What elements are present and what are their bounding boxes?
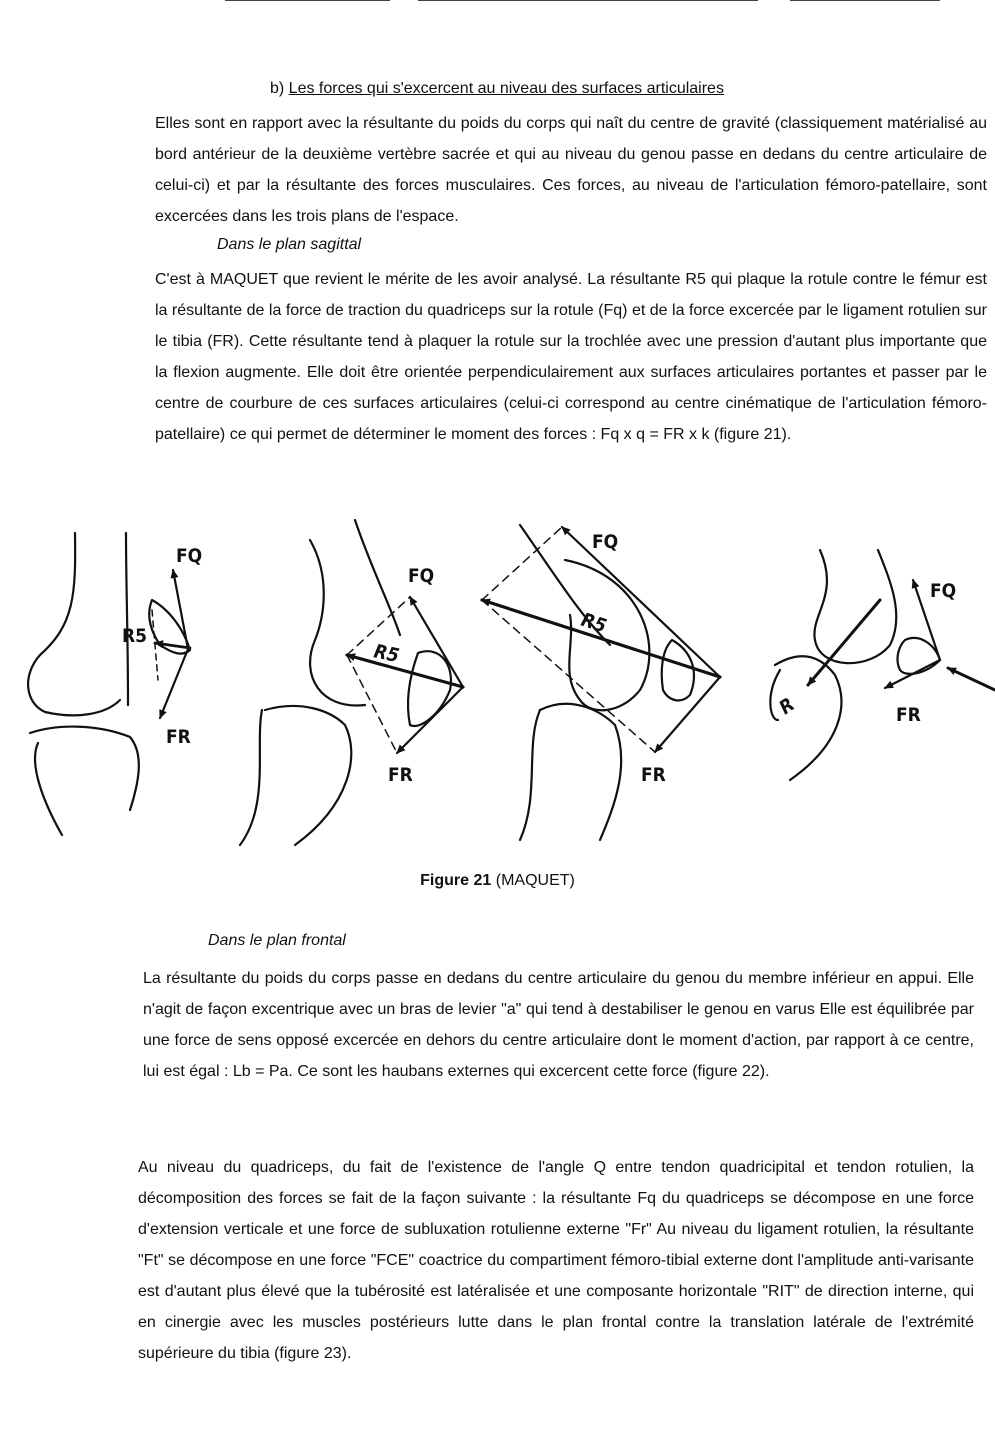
- label-fr-3: FR: [641, 764, 666, 786]
- frontal-paragraph-2: Au niveau du quadriceps, du fait de l'existence de l'angle Q entre tendon quadricipital et tendon rotulien, la décomposition des forces se fait de la façon suivante : la résultante Fq du quadriceps se décompose en une force d'extension verticale et une force de subluxation rotulienne externe "Fr" Au niveau du ligament rotulien, la résultante "Ft" se décompose en une force "FCE" coactrice du compartiment fémoro-tibial externe dont l'amplitude anti-varisante est d'autant plus élevé que la tubérosité est latéralisée et une composante horizontale "RIT" de direction interne, qui en cinergie avec les muscles postérieurs lutte dans le plan frontal contre la translation latérale de l'extrémité supérieure du tibia (figure 23).: [138, 1159, 974, 1362]
- frontal-subheading: Dans le plan frontal: [208, 932, 346, 949]
- section-heading-prefix: b): [270, 80, 289, 97]
- section-heading-text: Les forces qui s'excercent au niveau des surfaces articulaires: [288, 80, 724, 97]
- section-heading: [270, 80, 724, 98]
- knee-diagram-deep-flexion: [770, 550, 995, 780]
- label-fr-2: FR: [388, 764, 413, 786]
- figure-21-svg: [0, 505, 995, 855]
- label-r-4: R: [775, 693, 799, 720]
- label-fq-3: FQ: [592, 531, 619, 553]
- label-fq-1: FQ: [176, 545, 203, 567]
- sagittal-subheading: Dans le plan sagittal: [217, 236, 362, 253]
- figure-21-knee-force-diagrams: [0, 505, 995, 855]
- label-r5-1: R5: [122, 625, 148, 647]
- top-rule-middle: [418, 0, 758, 1]
- label-fr-1: FR: [166, 726, 191, 748]
- knee-diagram-flexion-2: [482, 525, 720, 840]
- frontal-paragraph-1: La résultante du poids du corps passe en dedans du centre articulaire du genou du membre inférieur en appui. Elle n'agit de façon excentrique avec un bras de levier "a" qui tend à destabiliser le genou en varus Elle est équilibrée par une force de sens opposé excercée en dehors du centre articulaire dont le moment d'action, par rapport à ce centre, lui est égal : Lb = Pa. Ce sont les haubans externes qui excercent cette force (figure 22).: [143, 970, 974, 1080]
- figure-caption-number: Figure 21: [420, 872, 492, 889]
- label-fq-2: FQ: [408, 565, 435, 587]
- intro-paragraph: Elles sont en rapport avec la résultante du poids du corps qui naît du centre de gravité (classiquement matérialisé au bord antérieur de la deuxième vertèbre sacrée et qui au niveau du genou passe en dedans du centre articulaire de celui-ci) et par la résultante des forces musculaires. Ces forces, au niveau de l'articulation fémoro-patellaire, sont excercées dans les trois plans de l'espace.: [155, 115, 987, 225]
- label-fr-4: FR: [896, 704, 921, 726]
- label-r5-3: R5: [578, 608, 610, 638]
- knee-diagram-extension: [28, 533, 190, 835]
- sagittal-paragraph: C'est à MAQUET que revient le mérite de les avoir analysé. La résultante R5 qui plaque la rotule contre le fémur est la résultante de la force de traction du quadriceps sur la rotule (Fq) et de la force excercée par le ligament rotulien sur le tibia (FR). Cette résultante tend à plaquer la rotule sur la trochlée avec une pression d'autant plus importante que la flexion augmente. Elle doit être orientée perpendiculairement aux surfaces articulaires portantes et passer par le centre de courbure de ces surfaces articulaires (celui-ci correspond au centre cinématique de l'articulation fémoro-patellaire) ce qui permet de déterminer le moment des forces : Fq x q = FR x k (figure 21).: [155, 271, 987, 443]
- top-rule-left: [225, 0, 390, 1]
- top-rule-right: [790, 0, 940, 1]
- label-fq-4: FQ: [930, 580, 957, 602]
- label-r5-2: R5: [371, 640, 402, 668]
- figure-caption-author: (MAQUET): [491, 872, 575, 889]
- figure-caption: [0, 872, 995, 890]
